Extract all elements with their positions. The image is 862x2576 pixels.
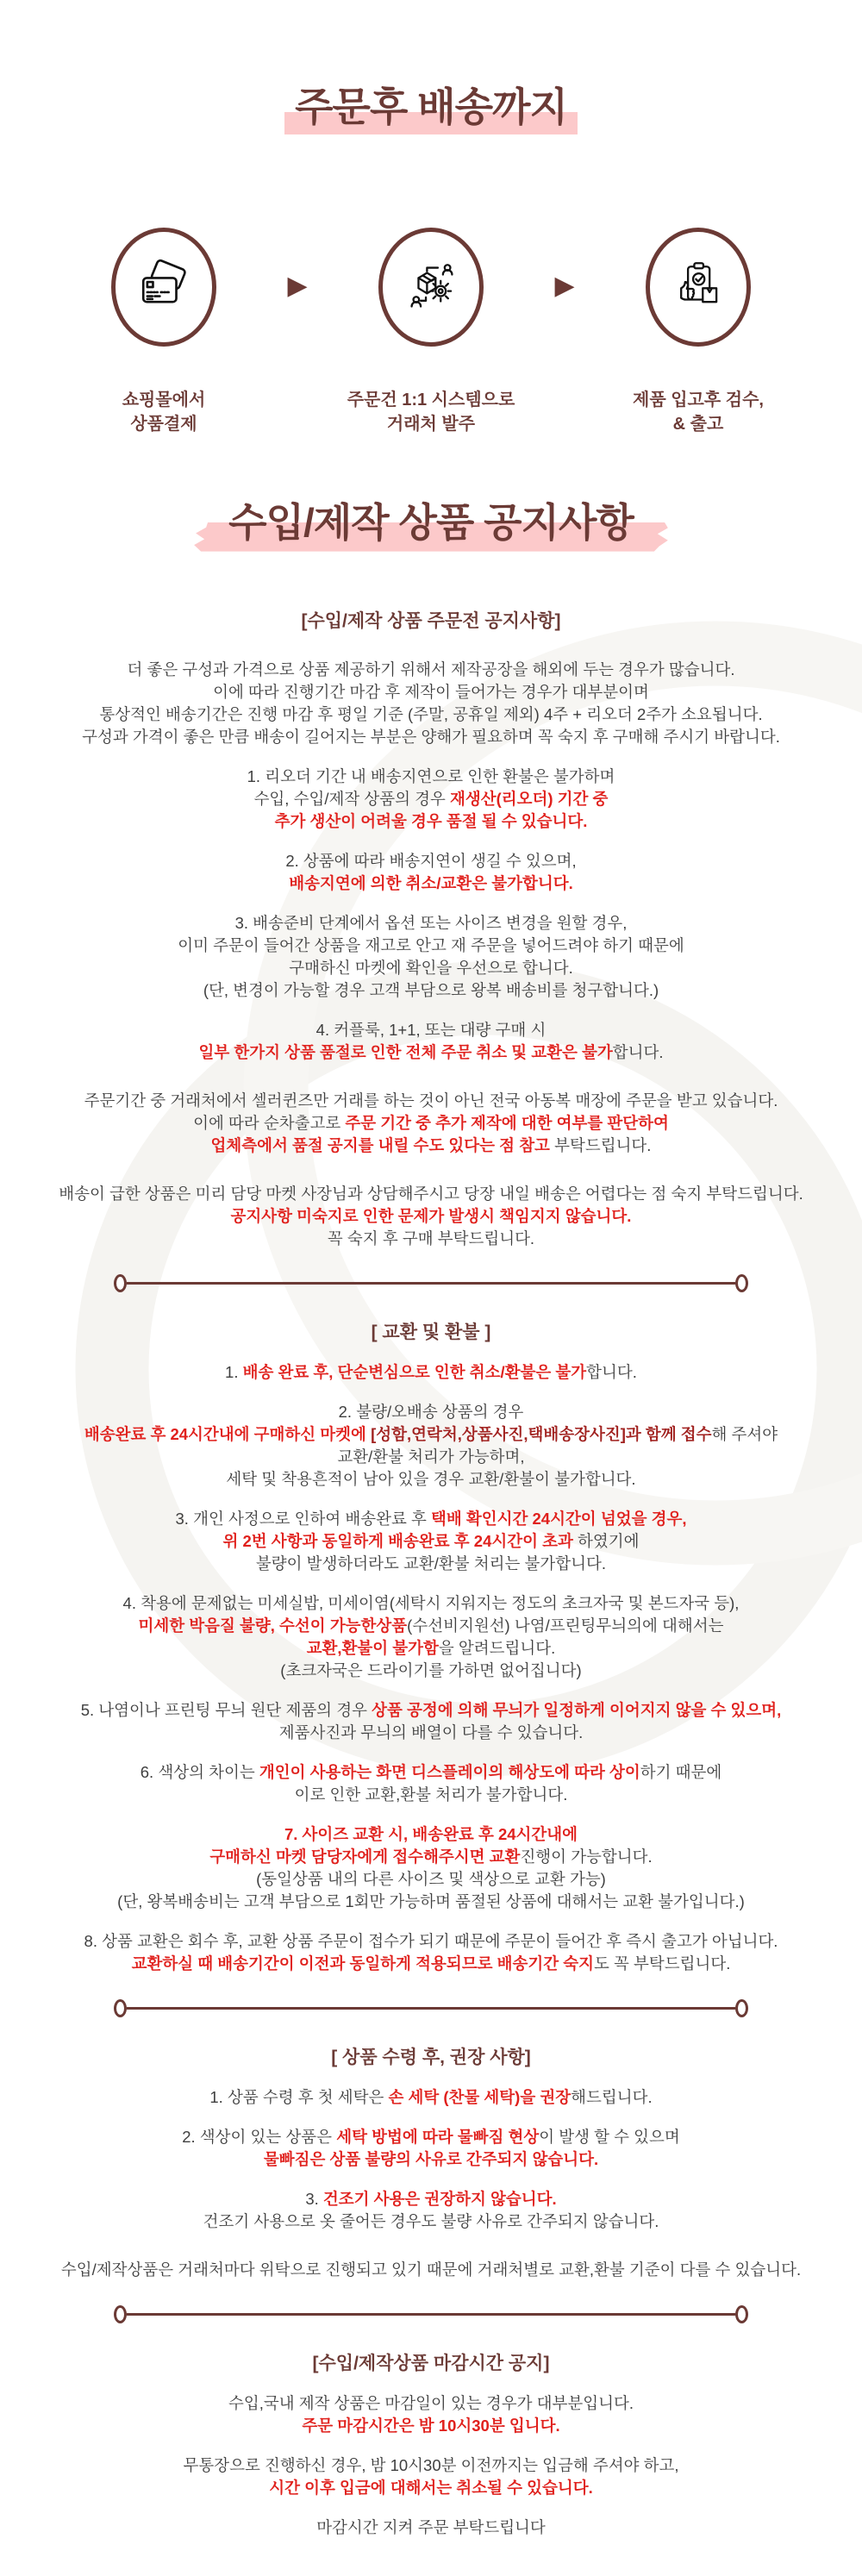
- seller-queens-paragraph-text: 이에 따라 순차출고로: [193, 1114, 346, 1132]
- urgent-shipping-paragraph: [0, 1183, 862, 1250]
- deadline-para-1: [0, 2392, 862, 2437]
- divider-line: [127, 1282, 735, 1285]
- exchange-item-8-line: [0, 1930, 862, 1953]
- pre-item-1-line: [0, 766, 862, 788]
- exchange-item-6-text: 6. 색상의 차이는: [140, 1763, 259, 1781]
- pre-item-3-line: [0, 935, 862, 957]
- exchange-item-7-text: 진행이 가능합니다.: [520, 1848, 653, 1866]
- intro-paragraph-text: 이에 따라 진행기간 마감 후 제작이 들어가는 경우가 대부분이며: [213, 683, 649, 701]
- care-item-3-line: [0, 2210, 862, 2233]
- exchange-item-6-text: 이로 인한 교환,환불 처리가 불가합니다.: [294, 1785, 568, 1804]
- exchange-item-6-line: [0, 1784, 862, 1806]
- deadline-para-1-text: 수입,국내 제작 상품은 마감일이 있는 경우가 대부분입니다.: [228, 2394, 634, 2412]
- exchange-item-7-text: 7. 사이즈 교환 시, 배송완료 후 24시간내에: [284, 1825, 578, 1843]
- exchange-item-4-text: 을 알려드립니다.: [438, 1639, 556, 1657]
- deadline-para-3: [0, 2517, 862, 2539]
- inspection-shipping-icon: [670, 259, 727, 316]
- exchange-item-4-line: [0, 1592, 862, 1615]
- divider-line: [127, 2313, 735, 2316]
- exchange-refund-heading-line: [0, 1322, 862, 1344]
- pre-item-2-line: [0, 850, 862, 872]
- seller-queens-paragraph-text: 주문 기간 중 추가 제작에 대한 여부를 판단하여: [345, 1114, 669, 1132]
- exchange-item-2-text: 2. 불량/오배송 상품의 경우: [338, 1403, 524, 1421]
- urgent-shipping-paragraph-text: 꼭 숙지 후 구매 부탁드립니다.: [327, 1229, 535, 1247]
- exchange-item-3-text: 위 2번 사항과 동일하게 배송완료 후 24시간이 초과: [222, 1532, 578, 1550]
- section-divider-2: [0, 1999, 862, 2017]
- exchange-item-4-text: 4. 착용에 문제없는 미세실밥, 미세이염(세탁시 지워지는 정도의 초크자국 및 본드자국 등),: [122, 1594, 740, 1612]
- exchange-item-1-text: 배송 완료 후, 단순변심으로 인한 취소/환불은 불가: [242, 1363, 587, 1381]
- exchange-item-3-text: 불량이 발생하더라도 교환/환불 처리는 불가합니다.: [255, 1554, 607, 1572]
- exchange-item-4-text: 미세한 박음질 불량, 수선이 가능한상품: [138, 1616, 408, 1635]
- seller-queens-paragraph-text: 업체측에서 품절 공지를 내릴 수도 있다는 점 참고: [210, 1136, 555, 1154]
- after-receipt-heading-line: [0, 2047, 862, 2069]
- care-item-2: [0, 2126, 862, 2171]
- step-label-line: 상품결제: [130, 415, 197, 434]
- exchange-item-8-text: 도 꼭 부탁드립니다.: [593, 1954, 731, 1973]
- pre-item-4-line: [0, 1041, 862, 1064]
- care-item-3-text: 건조기 사용으로 옷 줄어든 경우도 불량 사유로 간주되지 않습니다.: [203, 2212, 659, 2230]
- pre-item-3-line: [0, 912, 862, 935]
- step-label-line: 거래처 발주: [386, 415, 476, 434]
- exchange-item-5: [0, 1699, 862, 1744]
- deadline-para-1-text: 주문 마감시간은 밤 10시30분 입니다.: [302, 2417, 560, 2435]
- care-item-1-text: 손 세탁 (찬물 세탁)을 권장: [388, 2088, 572, 2106]
- deadline-para-2-text: 무통장으로 진행하신 경우, 밤 10시30분 이전까지는 입금해 주셔야 하고,: [183, 2456, 679, 2474]
- pre-order-heading-line: [0, 610, 862, 633]
- exchange-item-3-text: 택배 확인시간 24시간이 넘었을 경우,: [430, 1510, 687, 1528]
- care-item-2-text: 이 발생 할 수 있으며: [539, 2128, 680, 2146]
- exchange-item-2-line: [0, 1468, 862, 1491]
- exchange-item-2-text: 세탁 및 착용흔적이 남아 있을 경우 교환/환불이 불가합니다.: [226, 1470, 636, 1488]
- intro-paragraph-line: [0, 659, 862, 681]
- pre-item-3-line: [0, 957, 862, 979]
- pre-item-2: [0, 850, 862, 895]
- exchange-item-4-line: [0, 1615, 862, 1637]
- care-item-2-text: 2. 색상이 있는 상품은: [182, 2128, 337, 2146]
- exchange-item-2-line: [0, 1401, 862, 1423]
- exchange-item-2-text: [성함,연락처,상품사진,택배송장사진]과 함께 접수: [371, 1425, 712, 1443]
- exchange-item-4-text: 교환,환불이 불가함: [306, 1639, 439, 1657]
- care-item-2-text: 물빠짐은 상품 불량의 사유로 간주되지 않습니다.: [263, 2150, 599, 2168]
- consignment-paragraph: [0, 2259, 862, 2281]
- exchange-item-8: [0, 1930, 862, 1975]
- exchange-item-3-line: [0, 1530, 862, 1553]
- step-label: [347, 388, 515, 436]
- intro-paragraph-text: 구성과 가격이 좋은 만큼 배송이 길어지는 부분은 양해가 필요하며 꼭 숙지 후 구매해 주시기 바랍니다.: [82, 728, 780, 746]
- exchange-item-7-line: [0, 1846, 862, 1868]
- section-divider-3: [0, 2305, 862, 2323]
- urgent-shipping-paragraph-line: [0, 1228, 862, 1250]
- exchange-item-4-text: (초크자국은 드라이기를 가하면 없어집니다): [280, 1661, 582, 1679]
- exchange-item-4-line: [0, 1637, 862, 1660]
- exchange-item-7: [0, 1823, 862, 1913]
- step-label-line: 제품 입고후 검수,: [633, 391, 764, 410]
- care-item-1: [0, 2086, 862, 2109]
- divider-ring-left: [114, 1999, 127, 2017]
- consignment-paragraph-text: 수입/제작상품은 거래처마다 위탁으로 진행되고 있기 때문에 거래처별로 교환,환불 기준이 다를 수 있습니다.: [60, 2260, 802, 2279]
- exchange-item-3-line: [0, 1508, 862, 1530]
- exchange-item-2-text: 배송완료 후 24시간내에 구매하신 마켓에: [84, 1425, 372, 1443]
- pre-item-3-text: (단, 변경이 가능할 경우 고객 부담으로 왕복 배송비를 청구합니다.): [203, 981, 659, 999]
- care-item-1-text: 1. 상품 수령 후 첫 세탁은: [209, 2088, 389, 2106]
- exchange-item-2-text: 교환/환불 처리가 가능하며,: [337, 1447, 525, 1466]
- exchange-item-3-text: 3. 개인 사정으로 인하여 배송완료 후: [175, 1510, 431, 1528]
- pre-order-heading: [0, 610, 862, 633]
- pre-item-4-text: 4. 커플룩, 1+1, 또는 대량 구매 시: [315, 1021, 547, 1039]
- exchange-item-5-text: 상품 공정에 의해 무늬가 일정하게 이어지지 않을 수 있으며,: [372, 1701, 782, 1719]
- intro-paragraph-line: [0, 726, 862, 748]
- care-item-1-line: [0, 2086, 862, 2109]
- notice-title: [228, 491, 634, 548]
- exchange-item-7-line: [0, 1823, 862, 1846]
- pre-item-4: [0, 1019, 862, 1064]
- pre-item-1-line: [0, 788, 862, 810]
- deadline-heading: [0, 2353, 862, 2375]
- deadline-para-1-line: [0, 2415, 862, 2437]
- pre-item-3-text: 이미 주문이 들어간 상품을 재고로 안고 재 주문을 넣어드려야 하기 때문에: [178, 936, 684, 954]
- exchange-item-7-text: (동일상품 내의 다른 사이즈 및 색상으로 교환 가능): [256, 1870, 606, 1888]
- page-title: [0, 76, 862, 133]
- pre-item-1-text: 수입, 수입/제작 상품의 경우: [253, 790, 450, 808]
- pre-item-1: [0, 766, 862, 833]
- exchange-refund-heading: [0, 1322, 862, 1344]
- pre-item-3: [0, 912, 862, 1002]
- seller-queens-paragraph-line: [0, 1135, 862, 1157]
- seller-queens-paragraph-text: 주문기간 중 거래처에서 셀러퀸즈만 거래를 하는 것이 아닌 전국 아동복 매장에 주문을 받고 있습니다.: [84, 1091, 778, 1110]
- seller-queens-paragraph-line: [0, 1090, 862, 1112]
- exchange-item-5-text: 5. 나염이나 프린팅 무늬 원단 제품의 경우: [80, 1701, 372, 1719]
- notice-body: [0, 610, 862, 2539]
- seller-queens-paragraph: [0, 1090, 862, 1157]
- exchange-item-6-text: 하기 때문에: [640, 1763, 722, 1781]
- divider-ring-left: [114, 2305, 127, 2323]
- exchange-item-5-line: [0, 1722, 862, 1744]
- exchange-item-3-line: [0, 1553, 862, 1575]
- page-title-text: 주문후 배송까지: [284, 84, 578, 134]
- exchange-item-6: [0, 1761, 862, 1806]
- exchange-item-7-text: (단, 왕복배송비는 고객 부담으로 1회만 가능하며 품절된 상품에 대해서는 교환 불가입니다.): [117, 1892, 745, 1910]
- exchange-item-3-text: 하였기에: [578, 1532, 640, 1550]
- exchange-refund-heading-text: [ 교환 및 환불 ]: [371, 1322, 491, 1342]
- exchange-item-2: [0, 1401, 862, 1491]
- pre-item-2-text: 2. 상품에 따라 배송지연이 생길 수 있으며,: [285, 852, 577, 870]
- after-receipt-heading: [0, 2047, 862, 2069]
- urgent-shipping-paragraph-line: [0, 1205, 862, 1228]
- pre-order-heading-text: [수입/제작 상품 주문전 공지사항]: [301, 611, 561, 631]
- divider-ring-left: [114, 1274, 127, 1292]
- divider-ring-right: [735, 1999, 748, 2017]
- deadline-para-2-line: [0, 2454, 862, 2477]
- pre-item-4-text: 일부 한가지 상품 품절로 인한 전체 주문 취소 및 교환은 불가: [198, 1043, 613, 1061]
- care-item-3: [0, 2188, 862, 2233]
- exchange-item-8-text: 8. 상품 교환은 회수 후, 교환 상품 주문이 접수가 되기 때문에 주문이 들어간 후 즉시 출고가 아닙니다.: [84, 1932, 778, 1950]
- pre-item-1-line: [0, 810, 862, 833]
- exchange-item-5-text: 제품사진과 무늬의 배열이 다를 수 있습니다.: [278, 1723, 584, 1741]
- arrow-right-icon: ▶: [554, 272, 575, 300]
- notice-title-wrap: [0, 491, 862, 548]
- seller-queens-paragraph-text: 부탁드립니다.: [554, 1136, 652, 1154]
- seller-queens-paragraph-line: [0, 1112, 862, 1135]
- care-item-2-line: [0, 2126, 862, 2148]
- step-label: [633, 388, 764, 436]
- deadline-heading-line: [0, 2353, 862, 2375]
- exchange-item-5-line: [0, 1699, 862, 1722]
- intro-paragraph-text: 더 좋은 구성과 가격으로 상품 제공하기 위해서 제작공장을 해외에 두는 경우가 많습니다.: [127, 660, 735, 678]
- pre-item-1-text: 1. 리오더 기간 내 배송지연으로 인한 환불은 불가하며: [247, 767, 615, 785]
- care-item-3-line: [0, 2188, 862, 2210]
- care-item-1-text: 해드립니다.: [571, 2088, 653, 2106]
- pre-item-4-line: [0, 1019, 862, 1041]
- care-item-3-text: 3.: [305, 2190, 323, 2208]
- pre-item-2-line: [0, 872, 862, 895]
- pre-item-3-line: [0, 979, 862, 1002]
- order-process: [0, 228, 862, 436]
- deadline-heading-text: [수입/제작상품 마감시간 공지]: [312, 2354, 550, 2373]
- exchange-item-6-line: [0, 1761, 862, 1784]
- step-circle: [111, 228, 216, 347]
- pre-item-2-text: 배송지연에 의한 취소/교환은 불가합니다.: [289, 874, 573, 892]
- step-label-line: 주문건 1:1 시스템으로: [347, 391, 515, 410]
- step-label-line: & 출고: [672, 415, 724, 434]
- intro-paragraph-line: [0, 703, 862, 726]
- divider-ring-right: [735, 1274, 748, 1292]
- exchange-item-6-text: 개인이 사용하는 화면 디스플레이의 해상도에 따라 상이: [259, 1763, 640, 1781]
- notice-title-text: 수입/제작 상품 공지사항: [228, 500, 634, 545]
- deadline-para-3-text: 마감시간 지켜 주문 부탁드립니다: [316, 2518, 546, 2536]
- urgent-shipping-paragraph-text: 배송이 급한 상품은 미리 담당 마켓 사장님과 상담해주시고 당장 내일 배송은 어렵다는 점 숙지 부탁드립니다.: [59, 1185, 803, 1203]
- exchange-item-2-text: 해 주셔야: [711, 1425, 778, 1443]
- step-circle: [646, 228, 751, 347]
- step-label-line: 쇼핑몰에서: [122, 391, 206, 410]
- exchange-item-8-text: 교환하실 때 배송기간이 이전과 동일하게 적용되므로 배송기간 숙지: [131, 1954, 594, 1973]
- exchange-item-4-text: (수선비지원선) 나염/프린팅무늬의에 대해서는: [407, 1616, 724, 1635]
- section-divider-1: [0, 1274, 862, 1292]
- exchange-item-4-line: [0, 1660, 862, 1682]
- process-step-inspection: [593, 228, 804, 436]
- deadline-para-2-line: [0, 2477, 862, 2499]
- exchange-item-7-line: [0, 1891, 862, 1913]
- deadline-para-2-text: 시간 이후 입금에 대해서는 취소될 수 있습니다.: [269, 2479, 593, 2497]
- urgent-shipping-paragraph-text: 공지사항 미숙지로 인한 문제가 발생시 책임지지 않습니다.: [230, 1207, 632, 1225]
- order-system-icon: [403, 259, 459, 316]
- care-item-2-line: [0, 2148, 862, 2171]
- step-label: [122, 388, 206, 436]
- pre-item-1-text: 재생산(리오더) 기간 중: [449, 790, 609, 808]
- exchange-item-2-line: [0, 1446, 862, 1468]
- process-step-payment: [59, 228, 270, 436]
- exchange-item-8-line: [0, 1953, 862, 1975]
- intro-paragraph-line: [0, 681, 862, 703]
- exchange-item-7-text: 구매하신 마켓 담당자에게 접수해주시면 교환: [209, 1848, 521, 1866]
- credit-card-icon: [135, 259, 192, 316]
- pre-item-3-text: 구매하신 마켓에 확인을 우선으로 합니다.: [289, 959, 573, 977]
- divider-ring-right: [735, 2305, 748, 2323]
- intro-paragraph-text: 통상적인 배송기간은 진행 마감 후 평일 기준 (주말, 공휴일 제외) 4주 + 리오더 2주가 소요됩니다.: [99, 705, 763, 723]
- exchange-item-4: [0, 1592, 862, 1682]
- deadline-para-2: [0, 2454, 862, 2499]
- exchange-item-2-line: [0, 1423, 862, 1446]
- step-circle: [378, 228, 484, 347]
- exchange-item-7-line: [0, 1868, 862, 1891]
- arrow-right-icon: ▶: [287, 272, 308, 300]
- pre-item-1-text: 추가 생산이 어려울 경우 품절 될 수 있습니다.: [274, 812, 588, 830]
- pre-item-4-text: 합니다.: [612, 1043, 664, 1061]
- exchange-item-1-line: [0, 1361, 862, 1384]
- exchange-item-1: [0, 1361, 862, 1384]
- deadline-para-3-line: [0, 2517, 862, 2539]
- divider-line: [127, 2007, 735, 2010]
- exchange-item-1-text: 합니다.: [586, 1363, 637, 1381]
- care-item-2-text: 세탁 방법에 따라 물빠짐 현상: [336, 2128, 540, 2146]
- pre-item-3-text: 3. 배송준비 단계에서 옵션 또는 사이즈 변경을 원할 경우,: [234, 914, 628, 932]
- urgent-shipping-paragraph-line: [0, 1183, 862, 1205]
- deadline-para-1-line: [0, 2392, 862, 2415]
- exchange-item-1-text: 1.: [225, 1363, 243, 1381]
- exchange-item-3: [0, 1508, 862, 1575]
- care-item-3-text: 건조기 사용은 권장하지 않습니다.: [322, 2190, 557, 2208]
- after-receipt-heading-text: [ 상품 수령 후, 권장 사항]: [331, 2048, 531, 2067]
- process-step-order-system: [326, 228, 537, 436]
- consignment-paragraph-line: [0, 2259, 862, 2281]
- intro-paragraph: [0, 659, 862, 748]
- page-content: [0, 76, 862, 2539]
